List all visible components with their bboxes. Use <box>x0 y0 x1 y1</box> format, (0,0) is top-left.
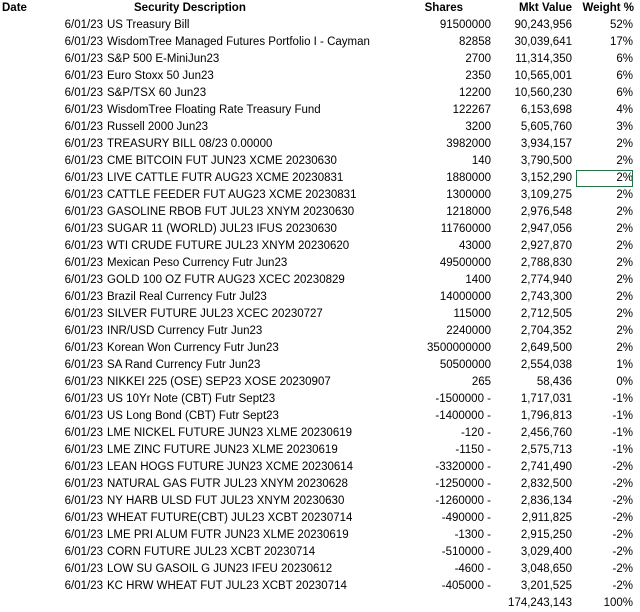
description-cell[interactable]: INR/USD Currency Futr Jun23 <box>107 325 263 337</box>
weight-cell[interactable]: -2% <box>612 546 633 558</box>
table-row <box>0 136 640 153</box>
table-row <box>0 272 640 289</box>
shares-cell[interactable]: -3320000 - <box>435 461 491 473</box>
description-cell[interactable]: NATURAL GAS FUTR JUL23 XNYM 20230628 <box>107 478 348 490</box>
weight-cell[interactable]: 2% <box>616 155 633 167</box>
shares-cell[interactable]: 49500000 <box>439 257 491 269</box>
weight-cell[interactable]: -2% <box>612 478 633 490</box>
description-cell[interactable]: LEAN HOGS FUTURE JUN23 XCME 20230614 <box>107 461 354 473</box>
header-description[interactable]: Security Description <box>134 2 246 14</box>
table-row <box>0 119 640 136</box>
shares-cell[interactable]: -1300 - <box>454 529 491 541</box>
shares-cell[interactable]: -490000 - <box>441 512 491 524</box>
table-row <box>0 442 640 459</box>
description-cell[interactable]: WisdomTree Floating Rate Treasury Fund <box>107 104 321 116</box>
table-row <box>0 255 640 272</box>
description-cell[interactable]: US Long Bond (CBT) Futr Sept23 <box>107 410 279 422</box>
weight-cell[interactable]: -2% <box>612 512 633 524</box>
mkt-value-cell[interactable]: 2,976,548 <box>520 206 572 218</box>
table-row <box>0 289 640 306</box>
description-cell[interactable]: LME PRI ALUM FUTR JUN23 XLME 20230619 <box>107 529 349 541</box>
date-cell[interactable]: 6/01/23 <box>64 359 103 371</box>
weight-cell[interactable]: 2% <box>616 206 633 218</box>
description-cell[interactable]: LME NICKEL FUTURE JUN23 XLME 20230619 <box>107 427 353 439</box>
mkt-value-cell[interactable]: 3,201,525 <box>520 580 572 592</box>
date-cell[interactable]: 6/01/23 <box>64 36 103 48</box>
date-cell[interactable]: 6/01/23 <box>64 19 103 31</box>
table-row <box>0 85 640 102</box>
table-row <box>0 204 640 221</box>
table-row <box>0 34 640 51</box>
description-cell[interactable]: LIVE CATTLE FUTR AUG23 XCME 20230831 <box>107 172 344 184</box>
table-row <box>0 221 640 238</box>
date-cell[interactable]: 6/01/23 <box>64 512 103 524</box>
date-cell[interactable]: 6/01/23 <box>64 580 103 592</box>
table-row <box>0 578 640 595</box>
date-cell[interactable]: 6/01/23 <box>64 444 103 456</box>
weight-cell[interactable]: 6% <box>616 87 633 99</box>
shares-cell[interactable]: 122267 <box>452 104 491 116</box>
mkt-value-cell[interactable]: 2,788,830 <box>520 257 572 269</box>
description-cell[interactable]: LOW SU GASOIL G JUN23 IFEU 20230612 <box>107 563 333 575</box>
weight-cell[interactable]: 1% <box>616 359 633 371</box>
table-row <box>0 306 640 323</box>
table-row <box>0 187 640 204</box>
date-cell[interactable]: 6/01/23 <box>64 172 103 184</box>
shares-cell[interactable]: -1500000 - <box>435 393 491 405</box>
shares-cell[interactable]: 11760000 <box>440 223 491 235</box>
mkt-value-cell[interactable]: 90,243,956 <box>514 19 572 31</box>
description-cell[interactable]: GASOLINE RBOB FUT JUL23 XNYM 20230630 <box>107 206 355 218</box>
total-row <box>0 595 640 612</box>
weight-cell[interactable]: 3% <box>616 121 633 133</box>
date-cell[interactable]: 6/01/23 <box>64 155 103 167</box>
mkt-value-cell[interactable]: 3,109,275 <box>520 189 572 201</box>
description-cell[interactable]: Euro Stoxx 50 Jun23 <box>107 70 214 82</box>
description-cell[interactable]: WisdomTree Managed Futures Portfolio I - Cayman <box>107 36 370 48</box>
table-row <box>0 527 640 544</box>
shares-cell[interactable]: -1150 - <box>455 444 491 456</box>
date-cell[interactable]: 6/01/23 <box>64 87 103 99</box>
mkt-value-cell[interactable]: 2,741,490 <box>520 461 572 473</box>
shares-cell[interactable]: 3200 <box>465 121 491 133</box>
date-cell[interactable]: 6/01/23 <box>64 121 103 133</box>
description-cell[interactable]: WHEAT FUTURE(CBT) JUL23 XCBT 20230714 <box>107 512 353 524</box>
weight-cell[interactable]: 52% <box>609 19 633 31</box>
table-row <box>0 391 640 408</box>
weight-cell[interactable]: 2% <box>616 325 633 337</box>
shares-cell[interactable]: -4600 - <box>454 563 491 575</box>
table-row <box>0 425 640 442</box>
shares-cell[interactable]: 91500000 <box>439 19 491 31</box>
shares-cell[interactable]: 1218000 <box>446 206 491 218</box>
table-row <box>0 17 640 34</box>
mkt-value-cell[interactable]: 10,560,230 <box>514 87 572 99</box>
weight-cell[interactable]: -1% <box>612 410 633 422</box>
weight-cell[interactable]: 2% <box>616 240 633 252</box>
date-cell[interactable]: 6/01/23 <box>64 138 103 150</box>
mkt-value-cell[interactable]: 1,717,031 <box>520 393 572 405</box>
table-row <box>0 238 640 255</box>
shares-cell[interactable]: 2240000 <box>446 325 491 337</box>
date-cell[interactable]: 6/01/23 <box>64 70 103 82</box>
mkt-value-cell[interactable]: 10,565,001 <box>514 70 572 82</box>
date-cell[interactable]: 6/01/23 <box>64 257 103 269</box>
weight-cell[interactable]: -1% <box>612 393 633 405</box>
table-row <box>0 51 640 68</box>
shares-cell[interactable]: -1260000 - <box>435 495 491 507</box>
mkt-value-cell[interactable]: 2,743,300 <box>520 291 572 303</box>
table-row <box>0 408 640 425</box>
description-cell[interactable]: TREASURY BILL 08/23 0.00000 <box>107 138 273 150</box>
mkt-value-cell[interactable]: 5,605,760 <box>520 121 572 133</box>
shares-cell[interactable]: 12200 <box>459 87 491 99</box>
weight-cell[interactable]: -2% <box>612 495 633 507</box>
shares-cell[interactable]: -510000 - <box>441 546 491 558</box>
shares-cell[interactable]: -120 - <box>460 427 491 439</box>
date-cell[interactable]: 6/01/23 <box>64 393 103 405</box>
description-cell[interactable]: NY HARB ULSD FUT JUL23 XNYM 20230630 <box>107 495 345 507</box>
date-cell[interactable]: 6/01/23 <box>64 240 103 252</box>
weight-cell[interactable]: 6% <box>616 53 633 65</box>
table-row <box>0 68 640 85</box>
date-cell[interactable]: 6/01/23 <box>64 529 103 541</box>
table-row <box>0 493 640 510</box>
table-row <box>0 153 640 170</box>
table-row <box>0 323 640 340</box>
shares-cell[interactable]: 2350 <box>465 70 491 82</box>
description-cell[interactable]: Russell 2000 Jun23 <box>107 121 209 133</box>
mkt-value-cell[interactable]: 3,790,500 <box>520 155 572 167</box>
mkt-value-cell[interactable]: 6,153,698 <box>520 104 572 116</box>
weight-cell[interactable]: -2% <box>612 461 633 473</box>
shares-cell[interactable]: 2700 <box>465 53 491 65</box>
date-cell[interactable]: 6/01/23 <box>64 223 103 235</box>
header-date[interactable]: Date <box>2 2 27 14</box>
table-row <box>0 459 640 476</box>
table-row <box>0 374 640 391</box>
mkt-value-cell[interactable]: 2,836,134 <box>520 495 572 507</box>
mkt-value-cell[interactable]: 2,947,056 <box>520 223 572 235</box>
description-cell[interactable]: WTI CRUDE FUTURE JUL23 XNYM 20230620 <box>107 240 350 252</box>
weight-cell[interactable]: -1% <box>612 444 633 456</box>
shares-cell[interactable]: 3982000 <box>446 138 491 150</box>
description-cell[interactable]: NIKKEI 225 (OSE) SEP23 XOSE 20230907 <box>107 376 331 388</box>
description-cell[interactable]: US Treasury Bill <box>107 19 190 31</box>
date-cell[interactable]: 6/01/23 <box>64 410 103 422</box>
date-cell[interactable]: 6/01/23 <box>64 291 103 303</box>
shares-cell[interactable]: 1880000 <box>446 172 491 184</box>
mkt-value-cell[interactable]: 2,649,500 <box>520 342 572 354</box>
mkt-value-cell[interactable]: 3,152,290 <box>520 172 572 184</box>
weight-cell[interactable]: 4% <box>616 104 633 116</box>
table-row <box>0 102 640 119</box>
header-weight[interactable]: Weight % <box>582 2 634 14</box>
shares-cell[interactable]: 3500000000 <box>427 342 491 354</box>
mkt-value-cell[interactable]: 58,436 <box>536 376 572 388</box>
date-cell[interactable]: 6/01/23 <box>64 546 103 558</box>
weight-cell[interactable]: -2% <box>612 580 633 592</box>
weight-cell[interactable]: 6% <box>616 70 633 82</box>
date-cell[interactable]: 6/01/23 <box>64 461 103 473</box>
description-cell[interactable]: KC HRW WHEAT FUT JUL23 XCBT 20230714 <box>107 580 347 592</box>
mkt-value-cell[interactable]: 2,712,505 <box>520 308 572 320</box>
description-cell[interactable]: GOLD 100 OZ FUTR AUG23 XCEC 20230829 <box>107 274 345 286</box>
mkt-value-cell[interactable]: 2,554,038 <box>520 359 572 371</box>
header-mkt-value[interactable]: Mkt Value <box>518 2 572 14</box>
weight-cell[interactable]: 2% <box>616 274 633 286</box>
date-cell[interactable]: 6/01/23 <box>64 376 103 388</box>
shares-cell[interactable]: -1400000 - <box>435 410 491 422</box>
mkt-value-cell[interactable]: 2,927,870 <box>520 240 572 252</box>
date-cell[interactable]: 6/01/23 <box>64 342 103 354</box>
date-cell[interactable]: 6/01/23 <box>64 495 103 507</box>
mkt-value-cell[interactable]: 11,314,350 <box>515 53 572 65</box>
mkt-value-cell[interactable]: 3,048,650 <box>520 563 572 575</box>
mkt-value-cell[interactable]: 3,934,157 <box>520 138 572 150</box>
mkt-value-cell[interactable]: 2,575,713 <box>520 444 572 456</box>
shares-cell[interactable]: 82858 <box>459 36 491 48</box>
table-row <box>0 476 640 493</box>
weight-cell[interactable]: 2% <box>616 291 633 303</box>
shares-cell[interactable]: 1400 <box>465 274 491 286</box>
mkt-value-cell[interactable]: 30,039,641 <box>514 36 572 48</box>
table-row <box>0 544 640 561</box>
mkt-value-cell[interactable]: 2,915,250 <box>520 529 572 541</box>
mkt-value-cell[interactable]: 2,911,825 <box>521 512 572 524</box>
shares-cell[interactable]: 50500000 <box>439 359 491 371</box>
shares-cell[interactable]: -1250000 - <box>435 478 491 490</box>
date-cell[interactable]: 6/01/23 <box>64 427 103 439</box>
mkt-value-cell[interactable]: 3,029,400 <box>520 546 572 558</box>
weight-cell[interactable]: -2% <box>612 563 633 575</box>
weight-cell[interactable]: 2% <box>616 189 633 201</box>
weight-cell[interactable]: 2% <box>616 342 633 354</box>
total-weight[interactable]: 100% <box>603 597 633 609</box>
table-row <box>0 357 640 374</box>
weight-cell[interactable]: -1% <box>612 427 633 439</box>
description-cell[interactable]: S&P/TSX 60 Jun23 <box>107 87 207 99</box>
weight-cell[interactable]: 2% <box>616 257 633 269</box>
mkt-value-cell[interactable]: 1,796,813 <box>520 410 572 422</box>
shares-cell[interactable]: 14000000 <box>439 291 491 303</box>
shares-cell[interactable]: 140 <box>471 155 491 167</box>
weight-cell[interactable]: 17% <box>609 36 633 48</box>
description-cell[interactable]: US 10Yr Note (CBT) Futr Sept23 <box>107 393 276 405</box>
date-cell[interactable]: 6/01/23 <box>64 104 103 116</box>
description-cell[interactable]: Korean Won Currency Futr Jun23 <box>107 342 279 354</box>
table-row <box>0 510 640 527</box>
weight-cell[interactable]: 2% <box>616 308 633 320</box>
mkt-value-cell[interactable]: 2,456,760 <box>520 427 572 439</box>
description-cell[interactable]: SUGAR 11 (WORLD) JUL23 IFUS 20230630 <box>107 223 337 235</box>
date-cell[interactable]: 6/01/23 <box>64 274 103 286</box>
description-cell[interactable]: Brazil Real Currency Futr Jul23 <box>107 291 267 303</box>
description-cell[interactable]: Mexican Peso Currency Futr Jun23 <box>107 257 288 269</box>
description-cell[interactable]: LME ZINC FUTURE JUN23 XLME 20230619 <box>107 444 338 456</box>
header-row <box>0 0 640 17</box>
date-cell[interactable]: 6/01/23 <box>64 563 103 575</box>
date-cell[interactable]: 6/01/23 <box>64 325 103 337</box>
description-cell[interactable]: CME BITCOIN FUT JUN23 XCME 20230630 <box>107 155 337 167</box>
table-row <box>0 340 640 357</box>
description-cell[interactable]: SA Rand Currency Futr Jun23 <box>107 359 261 371</box>
description-cell[interactable]: SILVER FUTURE JUL23 XCEC 20230727 <box>107 308 323 320</box>
weight-cell[interactable]: 2% <box>616 223 633 235</box>
total-mkt-value[interactable]: 174,243,143 <box>508 597 572 609</box>
shares-cell[interactable]: 43000 <box>459 240 491 252</box>
weight-cell[interactable]: -2% <box>612 529 633 541</box>
date-cell[interactable]: 6/01/23 <box>64 206 103 218</box>
date-cell[interactable]: 6/01/23 <box>64 308 103 320</box>
description-cell[interactable]: S&P 500 E-MiniJun23 <box>107 53 220 65</box>
date-cell[interactable]: 6/01/23 <box>64 478 103 490</box>
weight-cell[interactable]: 2% <box>616 138 633 150</box>
weight-cell[interactable]: 0% <box>616 376 633 388</box>
date-cell[interactable]: 6/01/23 <box>64 189 103 201</box>
shares-cell[interactable]: 115000 <box>453 308 491 320</box>
mkt-value-cell[interactable]: 2,774,940 <box>520 274 572 286</box>
mkt-value-cell[interactable]: 2,832,500 <box>520 478 572 490</box>
mkt-value-cell[interactable]: 2,704,352 <box>520 325 572 337</box>
description-cell[interactable]: CORN FUTURE JUL23 XCBT 20230714 <box>107 546 316 558</box>
description-cell[interactable]: CATTLE FEEDER FUT AUG23 XCME 20230831 <box>107 189 357 201</box>
shares-cell[interactable]: 1300000 <box>446 189 491 201</box>
shares-cell[interactable]: -405000 - <box>441 580 491 592</box>
table-row <box>0 561 640 578</box>
shares-cell[interactable]: 265 <box>471 376 491 388</box>
table-row <box>0 170 640 187</box>
header-shares[interactable]: Shares <box>424 2 463 14</box>
weight-cell[interactable]: 2% <box>576 170 633 187</box>
date-cell[interactable]: 6/01/23 <box>64 53 103 65</box>
